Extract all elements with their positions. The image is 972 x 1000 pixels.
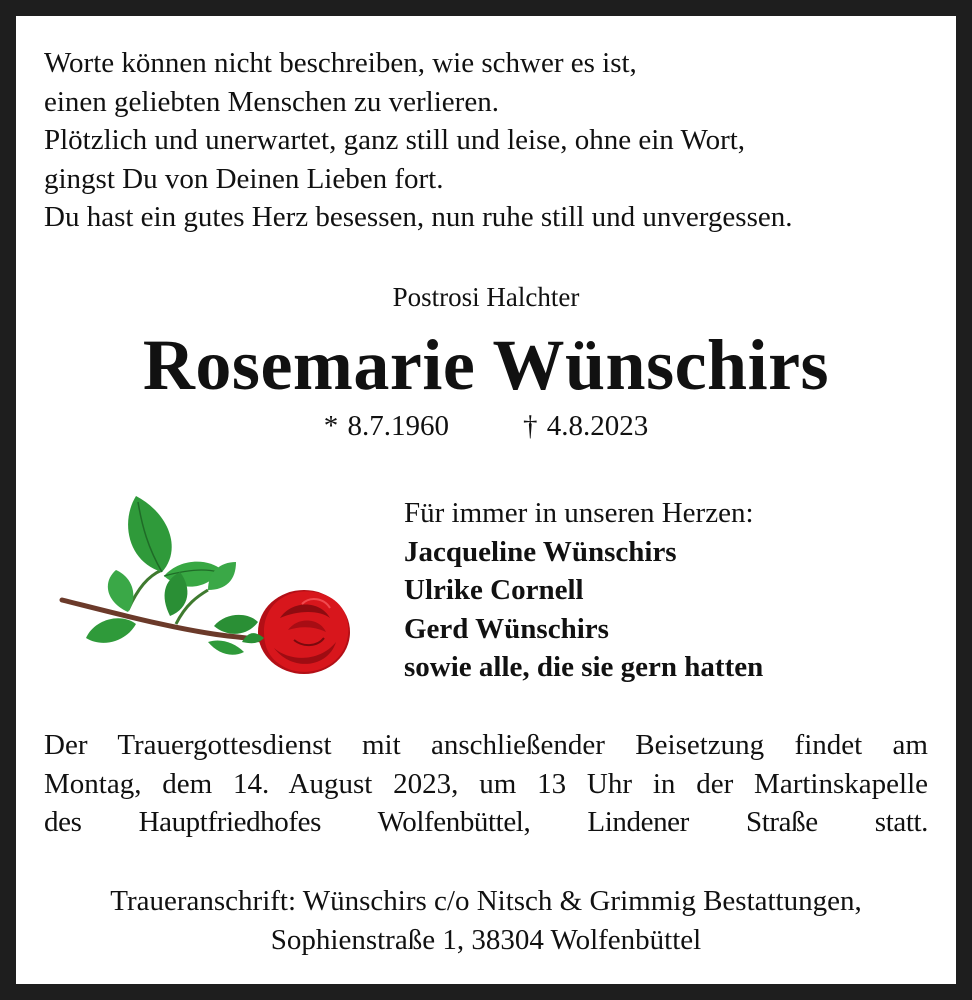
service-info xyxy=(44,726,928,842)
service-line: Der Trauergottesdienst mit anschließender Beisetzung findet am xyxy=(44,729,928,761)
service-line: Montag, dem 14. August 2023, um 13 Uhr in der Martinskapelle xyxy=(44,767,928,800)
poem xyxy=(44,44,792,237)
obituary-card xyxy=(16,16,956,984)
life-dates xyxy=(16,410,956,443)
mourner-name: Jacqueline Wünschirs xyxy=(404,535,677,568)
deceased-subtitle: Postrosi Halchter xyxy=(392,282,580,312)
death-date: † 4.8.2023 xyxy=(523,410,649,442)
birth-date: * 8.7.1960 xyxy=(323,410,449,442)
service-line: des Hauptfriedhofes Wolfenbüttel, Lindener Straße statt. xyxy=(44,806,928,838)
rose-icon xyxy=(58,492,358,682)
mourner-name: sowie alle, die sie gern hatten xyxy=(404,651,764,683)
deceased-name: Rosemarie Wünschirs xyxy=(142,325,830,405)
mourning-address xyxy=(16,882,956,959)
mourners-block xyxy=(404,494,763,687)
poem-line: Du hast ein gutes Herz besessen, nun ruhe still und unvergessen. xyxy=(44,201,793,233)
mourners-intro: Für immer in unseren Herzen: xyxy=(404,497,754,529)
poem-line: einen geliebten Menschen zu verlieren. xyxy=(44,85,499,118)
poem-line: gingst Du von Deinen Lieben fort. xyxy=(44,162,444,195)
mourner-name: Gerd Wünschirs xyxy=(404,612,609,645)
mourner-name: Ulrike Cornell xyxy=(404,574,584,606)
poem-line: Plötzlich und unerwartet, ganz still und leise, ohne ein Wort, xyxy=(44,124,746,156)
poem-line: Worte können nicht beschreiben, wie schwer es ist, xyxy=(44,47,637,79)
address-line: Sophienstraße 1, 38304 Wolfenbüttel xyxy=(270,923,702,956)
address-line: Traueranschrift: Wünschirs c/o Nitsch & Grimmig Bestattungen, xyxy=(110,885,862,917)
